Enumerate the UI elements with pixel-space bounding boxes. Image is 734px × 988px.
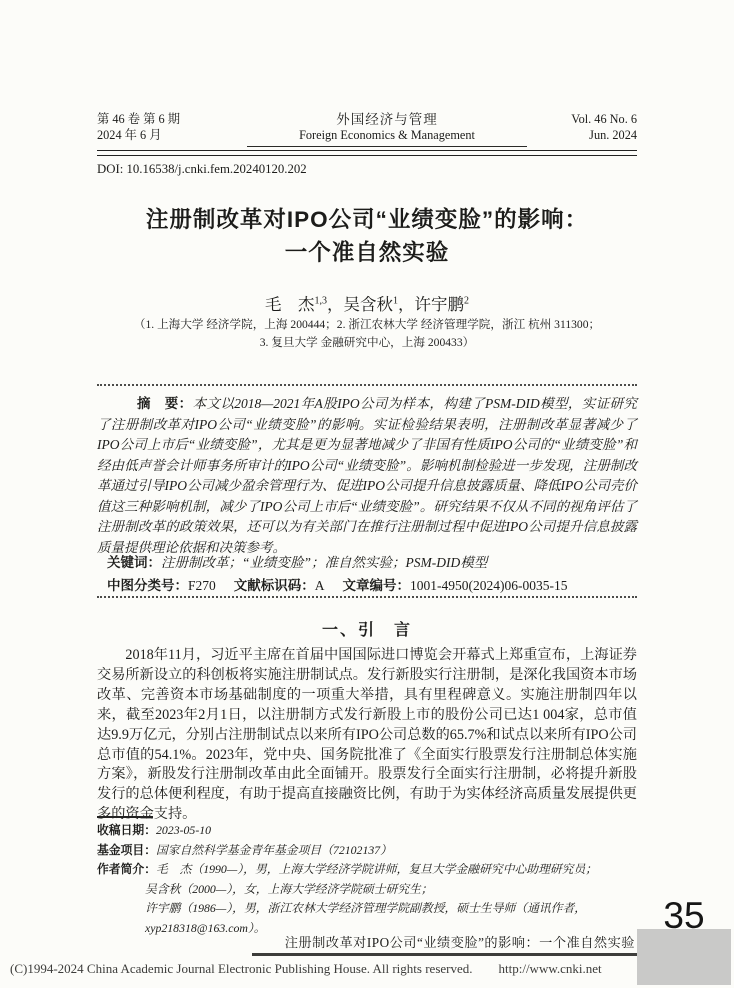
author-3-superscript: 2 — [464, 295, 469, 307]
author-3: 许宇鹏$^2$ — [414, 295, 469, 314]
received-line — [97, 821, 637, 841]
journal-date-en: Jun. 2024 — [589, 127, 637, 142]
clc-line — [107, 575, 637, 598]
clc-value: F270 — [188, 577, 216, 593]
keywords-line — [107, 552, 637, 575]
doc-code-label: 文献标识码： — [233, 577, 315, 593]
dotted-divider-top — [97, 384, 637, 386]
bio-line-2: 吴含秋（2000—），女，上海大学经济学院硕士研究生； — [145, 881, 433, 896]
section-heading: 一、引 言 — [321, 622, 412, 639]
affiliation-line-1: （1. 上海大学 经济学院，上海 200444；2. 浙江农林大学 经济管理学院，浙江 杭州 311300； — [133, 318, 601, 331]
footnote-divider — [97, 816, 153, 818]
bio-line-3: 许宇鹏（1986—），男，浙江农林大学经济管理学院副教授，硕士生导师（通讯作者，xyp218318@163.com）。 — [145, 901, 587, 935]
journal-issue-cn: 第 46 卷 第 6 期 — [97, 112, 181, 126]
author-2-superscript: 1 — [393, 295, 398, 307]
author-2: 吴含秋$^1$， — [343, 295, 415, 314]
abstract-label: 摘 要： — [137, 396, 193, 411]
bottom-rule — [252, 953, 638, 956]
doc-code-value: A — [314, 577, 325, 593]
journal-vol-en: Vol. 46 No. 6 — [571, 112, 637, 126]
journal-issue-block — [97, 112, 247, 143]
fund-value: 国家自然科学基金青年基金项目（72102137） — [156, 842, 392, 857]
bio-1-text: 毛 杰（1990—），男，上海大学经济学院讲师，复旦大学金融研究中心助理研究员； — [156, 862, 598, 877]
keywords-label: 关键词： — [107, 555, 161, 570]
doi-line: DOI: 10.16538/j.cnki.fem.20240120.202 — [97, 162, 307, 176]
article-title — [97, 203, 637, 269]
journal-name-cn: 外国经济与管理 — [336, 112, 438, 127]
running-title: 注册制改革对IPO公司“业绩变脸”的影响：一个准自然实验 — [284, 935, 635, 950]
footnotes-block — [97, 821, 637, 939]
article-no-value: 1001-4950(2024)06-0035-15 — [410, 577, 568, 593]
affiliation-line-2: 3. 复旦大学 金融研究中心，上海 200433） — [259, 335, 475, 349]
article-no-label: 文章编号： — [342, 577, 411, 593]
intro-paragraph: 2018年11月，习近平主席在首届中国国际进口博览会开幕式上郑重宣布，上海证券交易所新设立的科创板将实施注册制试点。发行新股实行注册制，是深化我国资本市场改革、完善资本市场基础制度的一项重大举措，具有里程碑意义。实施注册制四年以来，截至2023年2月1日，以注册制方式发行新股上市的股份公司已达1 004家，总市值达9.9万亿元，分别占注册制试点以来所有IPO公司总数的65.7%和试点以来所有IPO公司总市值的54.1%。2023年，党中央、国务院批准了《全面实行股票发行注册制总体实施方案》，新股发行注册制改革由此全面铺开。股票发行全面实行注册制，必将提升新股发行的总体便利程度，有助于提高直接融资比例，有助于为实体经济高质量发展提供更多的资金支持。 — [97, 647, 637, 823]
fund-line — [97, 841, 637, 861]
received-value: 2023-05-10 — [156, 823, 212, 837]
bio-line-1 — [97, 860, 637, 880]
title-line-1: 注册制改革对IPO公司“业绩变脸”的影响： — [145, 207, 589, 232]
fund-label: 基金项目： — [97, 842, 156, 857]
header-double-rule — [97, 150, 637, 156]
abstract-paragraph — [97, 394, 637, 558]
author-1-superscript: 1,3 — [314, 295, 327, 307]
author-separator: ， — [327, 295, 344, 314]
author-separator: ， — [398, 295, 415, 314]
cnki-url: http://www.cnki.net — [498, 961, 602, 976]
journal-date-cn: 2024 年 6 月 — [97, 127, 162, 142]
received-label: 收稿日期： — [97, 823, 156, 837]
journal-name-en: Foreign Economics & Management — [299, 127, 475, 142]
clc-label: 中图分类号： — [107, 577, 188, 593]
keywords-text: 注册制改革；“业绩变脸”；准自然实验；PSM-DID模型 — [161, 555, 488, 570]
authors-line — [97, 291, 637, 315]
journal-vol-block — [527, 112, 637, 143]
journal-header — [97, 112, 637, 147]
copyright-text: (C)1994-2024 China Academic Journal Electronic Publishing House. All rights reserved. — [10, 961, 473, 976]
abstract-meta — [107, 552, 637, 597]
copyright-line — [10, 961, 710, 977]
dotted-divider-bottom — [97, 596, 637, 598]
bio-label: 作者简介： — [97, 862, 156, 877]
journal-name-block — [247, 112, 527, 147]
author-1: 毛 杰$^{1,3}$， — [265, 295, 344, 314]
abstract-text: 本文以2018—2021年A股IPO公司为样本，构建了PSM-DID模型，实证研究了注册制改革对IPO公司“业绩变脸”的影响。实证检验结果表明，注册制改革显著减少了IPO公司上市后“业绩变脸”，尤其是更为显著地减少了非国有性质IPO公司的“业绩变脸”和经由低声誉会计师事务所审计的IPO公司“业绩变脸”。影响机制检验进一步发现，注册制改革通过引导IPO公司减少盈余管理行为、促进IPO公司提升信息披露质量、降低IPO公司壳价值这三种影响机制，减少了IPO公司上市后“业绩变脸”。研究结果不仅从不同的视角评估了注册制改革的政策效果，还可以为有关部门在推行注册制过程中促进IPO公司提升信息披露质量提供理论依据和决策参考。 — [97, 396, 637, 555]
affiliations — [97, 316, 637, 351]
page-number: 35 — [663, 895, 705, 936]
title-line-2: 一个准自然实验 — [284, 240, 450, 265]
